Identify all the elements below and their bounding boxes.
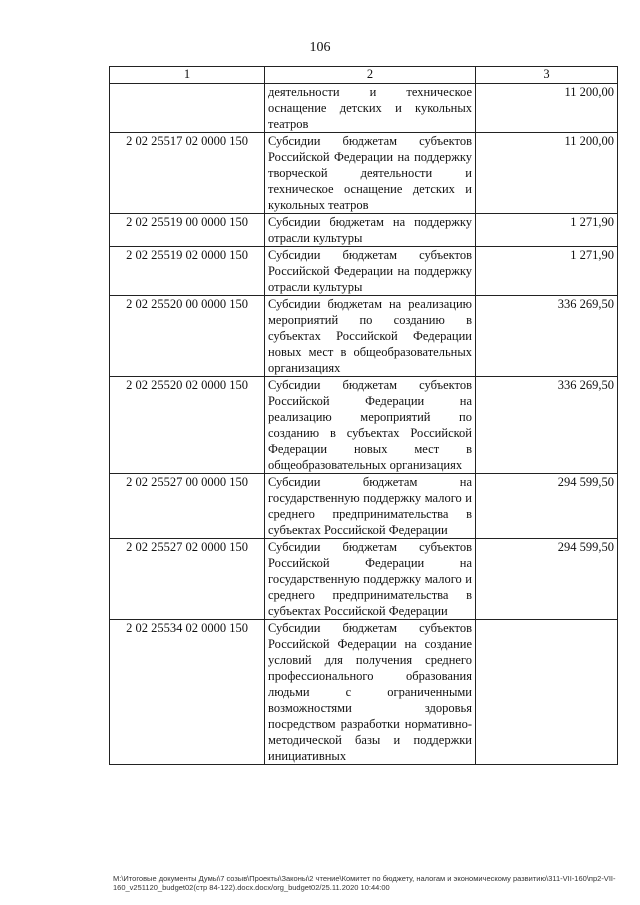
budget-code-cell: 2 02 25519 02 0000 150 — [110, 247, 265, 296]
amount-cell: 294 599,50 — [476, 474, 618, 539]
table-row — [110, 133, 618, 214]
budget-code-cell: 2 02 25520 02 0000 150 — [110, 377, 265, 474]
column-header-2: 2 — [265, 67, 476, 84]
budget-table — [109, 66, 618, 765]
description-cell: Субсидии бюджетам на поддержку отрасли культуры — [265, 214, 476, 247]
description-cell: Субсидии бюджетам субъектов Российской Федерации на реализацию мероприятий по созданию в субъектах Российской Федерации новых мест в общеобразовательных организациях — [265, 377, 476, 474]
table-row — [110, 474, 618, 539]
budget-code-cell: 2 02 25519 00 0000 150 — [110, 214, 265, 247]
column-header-1: 1 — [110, 67, 265, 84]
description-cell: Субсидии бюджетам субъектов Российской Федерации на поддержку творческой деятельности и техническое оснащение детских и кукольных театров — [265, 133, 476, 214]
document-path-footer: M:\Итоговые документы Думы\7 созыв\Проекты\Законы\2 чтение\Комитет по бюджету, налогам и экономическому развитию\311-VII-160\пр2-VII-160_v251120_budget02(стр 84-122).docx.docx/org_budget02/25.11.2020 10:44:00 — [113, 874, 616, 892]
amount-cell: 336 269,50 — [476, 296, 618, 377]
column-header-3: 3 — [476, 67, 618, 84]
description-cell: Субсидии бюджетам субъектов Российской Федерации на поддержку отрасли культуры — [265, 247, 476, 296]
amount-cell: 11 200,00 — [476, 133, 618, 214]
amount-cell: 294 599,50 — [476, 539, 618, 620]
table-row — [110, 377, 618, 474]
budget-code-cell: 2 02 25517 02 0000 150 — [110, 133, 265, 214]
amount-cell: 11 200,00 — [476, 84, 618, 133]
amount-cell — [476, 620, 618, 765]
table-header-row — [110, 67, 618, 84]
description-cell: Субсидии бюджетам на реализацию мероприятий по созданию в субъектах Российской Федерации новых мест в общеобразовательных организациях — [265, 296, 476, 377]
description-cell: Субсидии бюджетам на государственную поддержку малого и среднего предпринимательства в субъектах Российской Федерации — [265, 474, 476, 539]
budget-code-cell: 2 02 25527 00 0000 150 — [110, 474, 265, 539]
table-row — [110, 539, 618, 620]
page-number: 106 — [309, 40, 331, 55]
budget-code-cell: 2 02 25534 02 0000 150 — [110, 620, 265, 765]
budget-code-cell — [110, 84, 265, 133]
amount-cell: 1 271,90 — [476, 247, 618, 296]
budget-code-cell: 2 02 25527 02 0000 150 — [110, 539, 265, 620]
description-cell: Субсидии бюджетам субъектов Российской Федерации на государственную поддержку малого и среднего предпринимательства в субъектах Российской Федерации — [265, 539, 476, 620]
budget-code-cell: 2 02 25520 00 0000 150 — [110, 296, 265, 377]
table-row — [110, 214, 618, 247]
amount-cell: 336 269,50 — [476, 377, 618, 474]
amount-cell: 1 271,90 — [476, 214, 618, 247]
description-cell: деятельности и техническое оснащение детских и кукольных театров — [265, 84, 476, 133]
table-row — [110, 296, 618, 377]
table-row — [110, 620, 618, 765]
description-cell: Субсидии бюджетам субъектов Российской Федерации на создание условий для получения среднего профессионального образования людьми с ограниченными возможностями здоровья посредством разработки нормативно-методической базы и поддержки инициативных — [265, 620, 476, 765]
table-row — [110, 84, 618, 133]
table-row — [110, 247, 618, 296]
